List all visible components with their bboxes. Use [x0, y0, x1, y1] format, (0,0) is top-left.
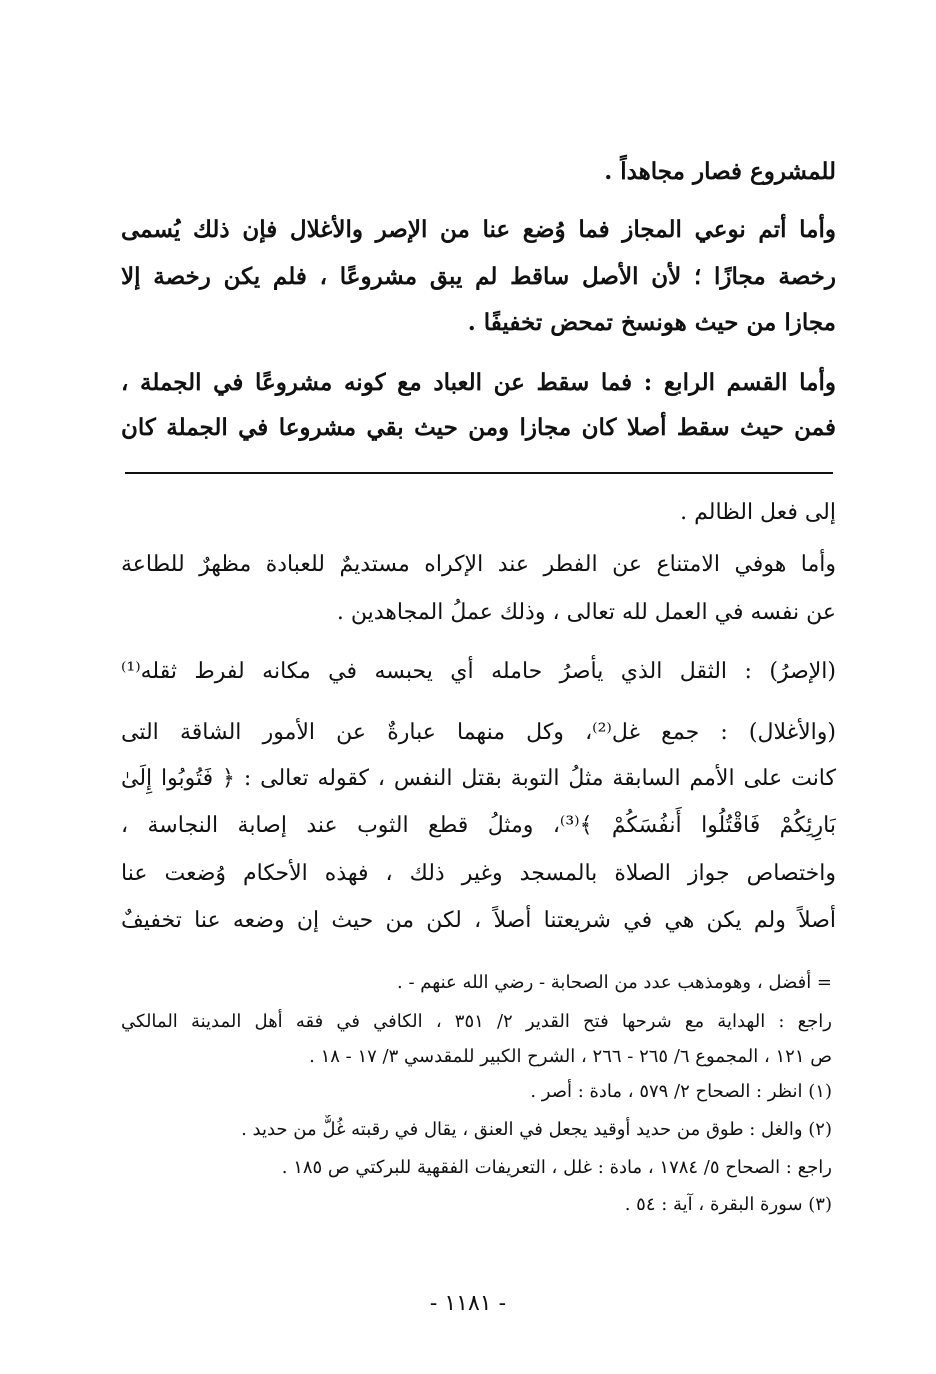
footnote-line: = أفضل ، وهومذهب عدد من الصحابة - رضي الله عنهم - . — [397, 972, 832, 993]
commentary-line: إلى فعل الظالم . — [680, 500, 836, 525]
main-line: وأما القسم الرابع : فما سقط عن العباد مع كونه مشروعًا في الجملة ، — [121, 369, 836, 396]
commentary-line: كانت على الأمم السابقة مثلُ التوبة بقتل النفس ، كقوله تعالى : ﴿ فَتُوبُوا إِلَىٰ — [121, 766, 836, 791]
commentary-line: (الإصرُ) : الثقل الذي يأصرُ حامله أي يحبسه في مكانه لفرط ثقله⁽¹⁾ — [121, 659, 836, 684]
commentary-line: (والأغلال) : جمع غل⁽²⁾، وكل منهما عبارةٌ عن الأمور الشاقة التى — [121, 720, 836, 745]
main-line: للمشروع فصار مجاهداً . — [604, 158, 836, 185]
commentary-line: عن نفسه في العمل لله تعالى ، وذلك عملُ المجاهدين . — [336, 600, 836, 625]
main-line: رخصة مجازًا ؛ لأن الأصل ساقط لم يبق مشروعًا ، فلم يكن رخصة إلا — [121, 263, 836, 290]
commentary-line: أصلاً ولم يكن هي في شريعتنا أصلاً ، لكن من حيث إن وضعه عنا تخفيفٌ — [121, 908, 836, 933]
separator-rule — [125, 472, 833, 474]
footnote-line: راجع : الصحاح ٥/ ١٧٨٤ ، مادة : غلل ، التعريفات الفقهية للبركتي ص ١٨٥ . — [281, 1157, 832, 1178]
main-line: وأما أتم نوعي المجاز فما وُضع عنا من الإصر والأغلال فإن ذلك يُسمى — [121, 216, 836, 243]
footnote-line: (٣) سورة البقرة ، آية : ٥٤ . — [624, 1194, 832, 1215]
commentary-line: واختصاص جواز الصلاة بالمسجد وغير ذلك ، فهذه الأحكام وُضعت عنا — [121, 861, 836, 886]
page-number: - ١١٨١ - — [429, 1291, 507, 1316]
footnote-line: ص ١٢١ ، المجموع ٦/ ٢٦٥ - ٢٦٦ ، الشرح الكبير للمقدسي ٣/ ١٧ - ١٨ . — [309, 1046, 832, 1067]
commentary-line: وأما هوفي الامتناع عن الفطر عند الإكراه مستديمٌ للعبادة مظهرٌ للطاعة — [121, 552, 836, 577]
footnote-line: (٢) والغل : طوق من حديد أوقيد يجعل في العنق ، يقال في رقبته غُلٌّ من حديد . — [241, 1119, 832, 1140]
footnote-line: (١) انظر : الصحاح ٢/ ٥٧٩ ، مادة : أصر . — [530, 1081, 832, 1102]
main-line: فمن حيث سقط أصلا كان مجازا ومن حيث بقي مشروعا في الجملة كان — [121, 414, 836, 441]
footnote-line: راجع : الهداية مع شرحها فتح القدير ٢/ ٣٥١ ، الكافي في فقه أهل المدينة المالكي — [121, 1011, 832, 1032]
main-line: مجازا من حيث هونسخ تمحض تخفيفًا . — [467, 309, 836, 336]
commentary-line: بَارِئِكُمْ فَاقْتُلُوا أَنفُسَكُمْ ﴾⁽³⁾، ومثلُ قطع الثوب عند إصابة النجاسة ، — [121, 813, 836, 838]
